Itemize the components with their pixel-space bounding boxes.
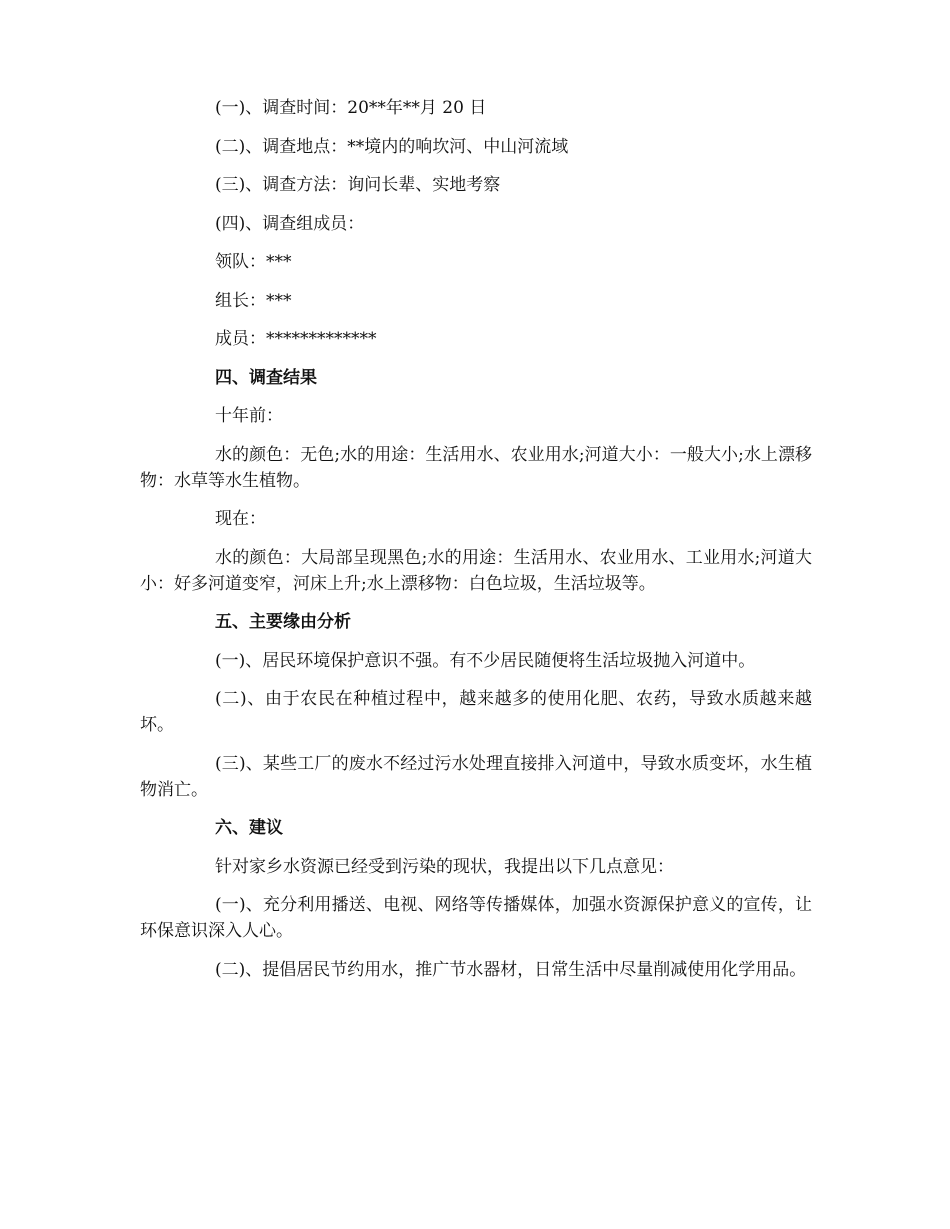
paragraph-survey-location: (二)、调查地点：**境内的响坎河、中山河流域	[215, 136, 569, 157]
paragraph-ten-years-ago: 十年前：	[215, 406, 283, 426]
section-heading-causes: 五、主要缘由分析	[215, 612, 351, 632]
paragraph-suggestion-intro: 针对家乡水资源已经受到污染的现状，我提出以下几点意见：	[215, 856, 674, 877]
paragraph-now: 现在：	[215, 509, 266, 529]
paragraph-team-members: (四)、调查组成员：	[215, 213, 365, 234]
paragraph-survey-method: (三)、调查方法：询问长辈、实地考察	[215, 175, 501, 195]
paragraph-suggestion-1: (一)、充分利用播送、电视、网络等传播媒体，加强水资源保护意义的宣传，让环保意识深入人心。	[140, 895, 812, 941]
paragraph-past-water-state: 水的颜色：无色;水的用途：生活用水、农业用水;河道大小：一般大小;水上漂移物：水草等水生植物。	[140, 444, 812, 491]
section-heading-results: 四、调查结果	[215, 367, 317, 388]
paragraph-group-leader: 组长：***	[215, 290, 292, 311]
paragraph-suggestion-2: (二)、提倡居民节约用水，推广节水器材，日常生活中尽量削减使用化学用品。	[215, 959, 807, 980]
paragraph-current-water-state: 水的颜色：大局部呈现黑色;水的用途：生活用水、农业用水、工业用水;河道大小：好多河道变窄，河床上升;水上漂移物：白色垃圾，生活垃圾等。	[140, 547, 812, 594]
paragraph-cause-3: (三)、某些工厂的废水不经过污水处理直接排入河道中，导致水质变坏，水生植物消亡。	[140, 753, 812, 800]
paragraph-cause-1: (一)、居民环境保护意识不强。有不少居民随便将生活垃圾抛入河道中。	[215, 650, 756, 671]
paragraph-cause-2: (二)、由于农民在种植过程中，越来越多的使用化肥、农药，导致水质越来越坏。	[140, 689, 812, 735]
paragraph-survey-time: (一)、调查时间：20**年**月 20 日	[215, 98, 487, 118]
paragraph-team-leader: 领队：***	[215, 252, 292, 272]
document-page	[140, 95, 812, 995]
paragraph-members: 成员：*************	[215, 329, 377, 349]
section-heading-suggestions: 六、建议	[215, 818, 283, 838]
